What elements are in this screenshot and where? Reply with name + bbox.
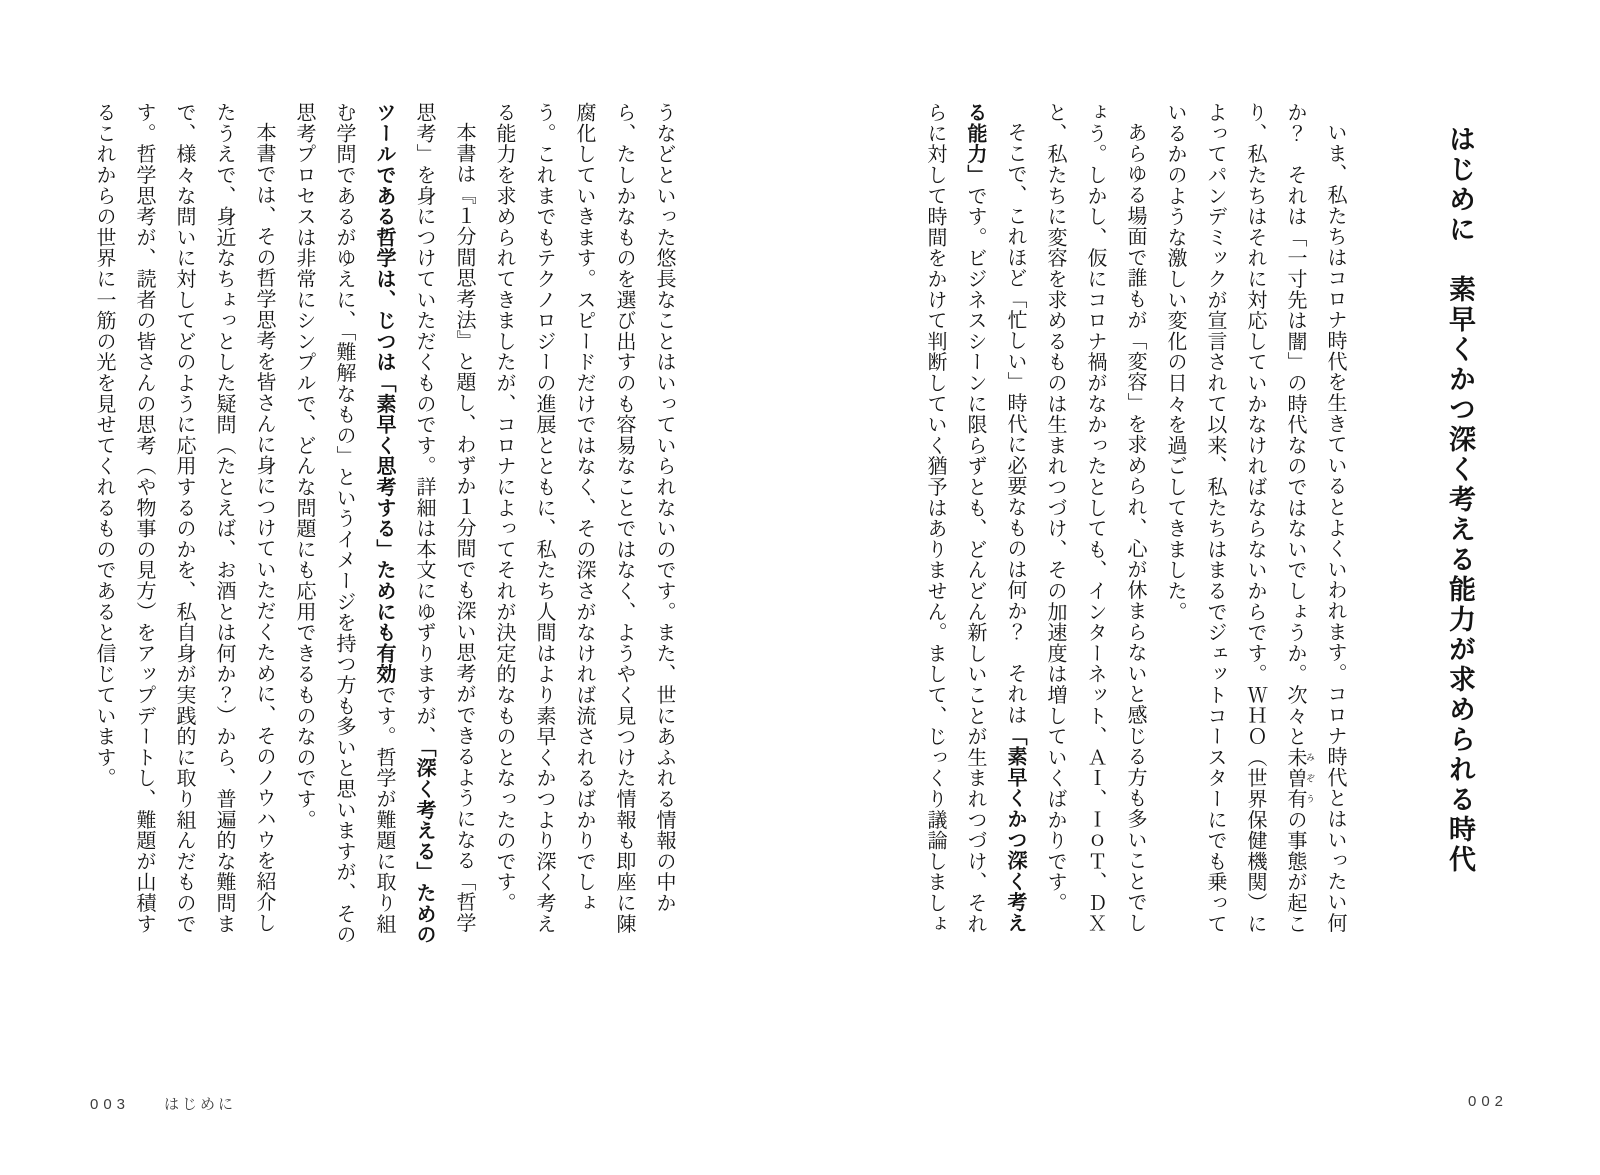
- right-page-footer: [1468, 1093, 1508, 1110]
- emphasized-text: 「素早くかつ深く考える能力」: [964, 102, 1026, 934]
- body-text: です。ビジネスシーンに限らずとも、どんどん新しいことが生まれつづけ、それらに対して時間をかけて判断していく猶予はありません。まして、じっくり議論しましょ: [924, 102, 986, 935]
- left-page-footer: [90, 1093, 236, 1114]
- body-text: の事態が起こり、私たちはそれに対応していかなければならないからです。ＷＨＯ（世界保健機関）によってパンデミックが宣言されて以来、私たちはまるでジェットコースターにでも乗っているかのような激しい変化の日々を過ごしてきました。: [1164, 102, 1306, 935]
- ruby-annotated-word: 未曽有 みぞう: [1284, 746, 1315, 810]
- paragraph: [84, 102, 284, 946]
- chapter-title: はじめに 素早くかつ深く考える能力が求められる時代: [1445, 125, 1475, 875]
- paragraph: [1155, 102, 1355, 946]
- emphasized-text: 「深く考える」ためのツールである哲学は、じつは「素早く思考する」ためにも有効: [373, 102, 435, 945]
- left-page-body: [84, 102, 684, 946]
- body-text: うなどといった悠長なことはいっていられないのです。また、世にあふれる情報の中から、たしかなものを選び出すのも容易なことではなく、ようやく見つけた情報も即座に陳腐化していきます。スピードだけではなく、その深さがなければ流されるばかりでしょう。これまでもテクノロジーの進展とともに、私たち人間はより素早くかつより深く考える能力を求められてきましたが、コロナによってそれが決定的なものとなったのです。: [493, 102, 675, 934]
- body-text: です。哲学が難題に取り組む学問であるがゆえに、「難解なもの」というイメージを持つ方も多いと思いますが、その思考プロセスは非常にシンプルで、どんな問題にも応用できるものなのです。: [293, 102, 395, 945]
- paragraph: [484, 102, 684, 946]
- page-number: 002: [1468, 1093, 1509, 1110]
- page-number: 003: [90, 1096, 131, 1113]
- body-text: あらゆる場面で誰もが「変容」を求められ、心が休まらないと感じる方も多いことでしょう。しかし、仮にコロナ禍がなかったとしても、インターネット、ＡＩ、ＩｏＴ、ＤＸと、私たちに変容を求めるものは生まれつづけ、その加速度は増していくばかりです。: [1044, 102, 1146, 934]
- running-title: はじめに: [164, 1096, 237, 1113]
- paragraph: [284, 102, 484, 946]
- body-text: いま、私たちはコロナ時代を生きているとよくいわれます。コロナ時代とはいったい何か？ それは「一寸先は闇」の時代なのではないでしょうか。次々と: [1284, 102, 1346, 934]
- body-text: そこで、これほど「忙しい」時代に必要なものは何か？ それは: [1004, 122, 1026, 726]
- paragraph: [915, 102, 1035, 946]
- body-text: 本書は『１分間思考法』と題し、わずか１分間でも深い思考ができるようになる「哲学思考」を身につけていただくものです。詳細は本文にゆずりますが、: [413, 102, 475, 934]
- paragraph: [1035, 102, 1155, 946]
- right-page-body: [913, 102, 1483, 946]
- body-text: 本書では、その哲学思考を皆さんに身につけていただくために、そのノウハウを紹介したうえで、身近なちょっとした疑問（たとえば、お酒とは何か？）から、普遍的な難問まで、様々な問いに対してどのように応用するのかを、私自身が実践的に取り組んだものです。哲学思考が、読者の皆さんの思考（や物事の見方）をアップデートし、難題が山積するこれからの世界に一筋の光を見せてくれるものであると信じています。: [93, 102, 275, 934]
